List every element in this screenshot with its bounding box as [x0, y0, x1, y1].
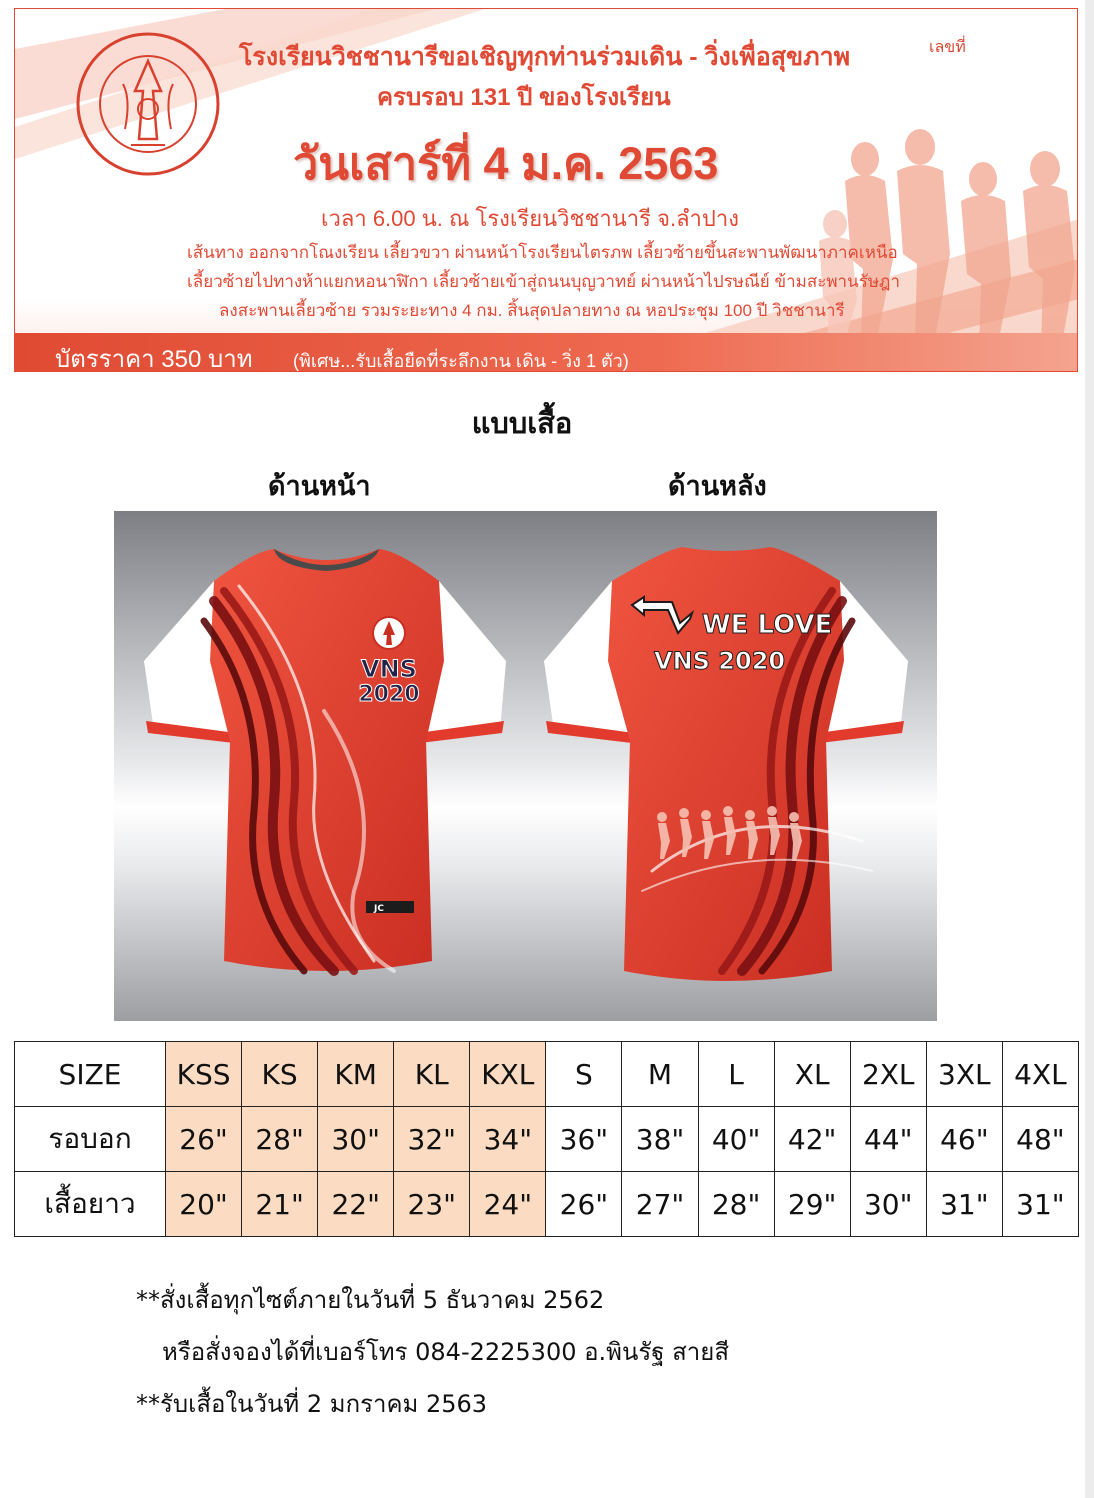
phone-order-note: หรือสั่งจองได้ที่เบอร์โทร 084-2225300 อ.พินรัฐ สายสี: [162, 1338, 729, 1366]
shirt-section-title: แบบเสื้อ: [471, 406, 573, 440]
chest-row: [15, 1107, 1079, 1172]
table-cell: 40": [698, 1107, 774, 1172]
event-time-venue: เวลา 6.00 น. ณ โรงเรียนวิชชานารี จ.ลำปาง: [321, 206, 739, 231]
table-cell: 21": [242, 1172, 318, 1237]
ticket-price: บัตรราคา 350 บาท: [55, 346, 253, 372]
size-ks: KS: [242, 1042, 318, 1107]
front-text-line1: VNS: [361, 655, 417, 683]
chest-row-label: รอบอก: [15, 1107, 166, 1172]
banner-title: โรงเรียนวิชชานารีขอเชิญทุกท่านร่วมเดิน - วิ่งเพื่อสุขภาพ: [239, 43, 851, 71]
school-emblem-icon: [73, 29, 223, 179]
table-cell: 28": [698, 1172, 774, 1237]
event-date: วันเสาร์ที่ 4 ม.ค. 2563: [293, 138, 719, 189]
size-kxl: KXL: [470, 1042, 546, 1107]
table-cell: 36": [546, 1107, 622, 1172]
table-cell: 31": [1002, 1172, 1078, 1237]
shirt-back-image: [542, 541, 910, 1011]
table-cell: 34": [470, 1107, 546, 1172]
back-text-line2: VNS 2020: [654, 647, 786, 675]
table-cell: 26": [546, 1172, 622, 1237]
table-cell: 30": [850, 1172, 926, 1237]
size-4xl: 4XL: [1002, 1042, 1078, 1107]
table-cell: 48": [1002, 1107, 1078, 1172]
front-label: ด้านหน้า: [268, 471, 371, 502]
ticket-note: (พิเศษ...รับเสื้อยืดที่ระลึกงาน เดิน - วิ่ง 1 ตัว): [293, 351, 629, 371]
size-chart-table: [14, 1041, 1079, 1237]
size-kl: KL: [394, 1042, 470, 1107]
table-cell: 24": [470, 1172, 546, 1237]
length-row-label: เสื้อยาว: [15, 1172, 166, 1237]
table-cell: 28": [242, 1107, 318, 1172]
length-row: [15, 1172, 1079, 1237]
table-cell: 46": [926, 1107, 1002, 1172]
route-line-3: ลงสะพานเลี้ยวซ้าย รวมระยะทาง 4 กม. สิ้นสุดปลายทาง ณ หอประชุม 100 ปี วิชชานารี: [219, 301, 845, 320]
table-cell: 32": [394, 1107, 470, 1172]
size-xl: XL: [774, 1042, 850, 1107]
size-s: S: [546, 1042, 622, 1107]
size-l: L: [698, 1042, 774, 1107]
route-line-2: เลี้ยวซ้ายไปทางห้าแยกหอนาฬิกา เลี้ยวซ้ายเข้าสู่ถนนบุญวาทย์ ผ่านหน้าไปรษณีย์ ข้ามสะพานรัษฎา: [187, 272, 901, 291]
table-cell: 23": [394, 1172, 470, 1237]
number-label: เลขที่: [929, 37, 966, 56]
table-cell: 27": [622, 1172, 698, 1237]
table-cell: 42": [774, 1107, 850, 1172]
table-cell: 26": [166, 1107, 242, 1172]
size-3xl: 3XL: [926, 1042, 1002, 1107]
back-label: ด้านหลัง: [668, 471, 767, 502]
table-cell: 22": [318, 1172, 394, 1237]
size-header-label: SIZE: [15, 1042, 166, 1107]
size-km: KM: [318, 1042, 394, 1107]
pickup-date-note: **รับเสื้อในวันที่ 2 มกราคม 2563: [136, 1390, 488, 1418]
size-header-row: [15, 1042, 1079, 1107]
event-banner: [14, 8, 1078, 372]
size-kss: KSS: [166, 1042, 242, 1107]
table-cell: 29": [774, 1172, 850, 1237]
route-line-1: เส้นทาง ออกจากโณงเรียน เลี้ยวขวา ผ่านหน้าโรงเรียนไตรภพ เลี้ยวซ้ายขึ้นสะพานพัฒนาภาคเหนือ: [187, 243, 898, 262]
table-cell: 31": [926, 1172, 1002, 1237]
table-cell: 30": [318, 1107, 394, 1172]
front-text-line2: 2020: [358, 682, 420, 707]
size-m: M: [622, 1042, 698, 1107]
shirt-front-image: [144, 541, 509, 1011]
table-cell: 38": [622, 1107, 698, 1172]
page-edge: [1085, 0, 1094, 1498]
table-cell: 44": [850, 1107, 926, 1172]
brand-tag: JC: [374, 904, 384, 914]
shirt-design-panel: [114, 511, 937, 1021]
table-cell: 20": [166, 1172, 242, 1237]
size-2xl: 2XL: [850, 1042, 926, 1107]
banner-subtitle: ครบรอบ 131 ปี ของโรงเรียน: [377, 84, 671, 111]
back-text-line1: WE LOVE: [702, 610, 833, 640]
order-deadline-note: **สั่งเสื้อทุกไซต์ภายในวันที่ 5 ธันวาคม 2562: [136, 1286, 605, 1314]
